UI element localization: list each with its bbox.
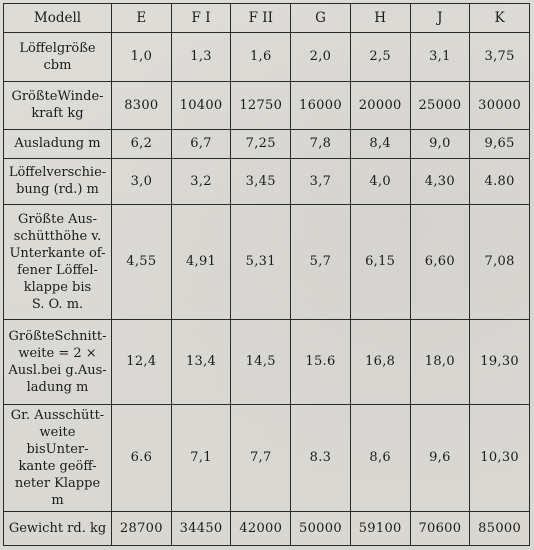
table-cell: 8,6 xyxy=(350,404,410,511)
table-cell: 16,8 xyxy=(350,319,410,404)
table-cell: 9,6 xyxy=(410,404,470,511)
table-cell: 7,7 xyxy=(231,404,291,511)
table-cell: 15.6 xyxy=(291,319,351,404)
table-row xyxy=(4,205,530,319)
header-col-f1: F I xyxy=(171,4,231,33)
row-label: GrößteSchnitt- weite = 2 × Ausl.bei g.Aus- ladung m xyxy=(4,319,112,404)
table-cell: 28700 xyxy=(112,511,172,545)
table-row xyxy=(4,81,530,129)
table-row xyxy=(4,158,530,205)
table-cell: 4,30 xyxy=(410,158,470,205)
table-cell: 6.6 xyxy=(112,404,172,511)
table-cell: 30000 xyxy=(470,81,530,129)
row-label: Größte Aus- schütthöhe v. Unterkante of- fener Löffel- klappe bis S. O. m. xyxy=(4,205,112,319)
table-cell: 2,0 xyxy=(291,33,351,82)
table-cell: 5,7 xyxy=(291,205,351,319)
table-cell: 59100 xyxy=(350,511,410,545)
header-col-j: J xyxy=(410,4,470,33)
table-cell: 18,0 xyxy=(410,319,470,404)
table-cell: 9,0 xyxy=(410,129,470,158)
table-cell: 7,25 xyxy=(231,129,291,158)
table-cell: 7,08 xyxy=(470,205,530,319)
row-label: GrößteWinde- kraft kg xyxy=(4,81,112,129)
excavator-spec-table xyxy=(3,3,530,546)
table-cell: 20000 xyxy=(350,81,410,129)
table-cell: 1,3 xyxy=(171,33,231,82)
table-cell: 25000 xyxy=(410,81,470,129)
table-cell: 3,7 xyxy=(291,158,351,205)
table-row xyxy=(4,319,530,404)
table-row xyxy=(4,129,530,158)
table-cell: 3,0 xyxy=(112,158,172,205)
table-cell: 12750 xyxy=(231,81,291,129)
row-label: Löffelgröße cbm xyxy=(4,33,112,82)
table-cell: 3,75 xyxy=(470,33,530,82)
table-cell: 3,2 xyxy=(171,158,231,205)
table-row xyxy=(4,404,530,511)
table-cell: 1,6 xyxy=(231,33,291,82)
table-cell: 7,8 xyxy=(291,129,351,158)
header-col-e: E xyxy=(112,4,172,33)
table-cell: 9,65 xyxy=(470,129,530,158)
table-cell: 4,91 xyxy=(171,205,231,319)
table-row xyxy=(4,511,530,545)
table-cell: 8.3 xyxy=(291,404,351,511)
header-col-h: H xyxy=(350,4,410,33)
table-cell: 4,55 xyxy=(112,205,172,319)
table-cell: 5,31 xyxy=(231,205,291,319)
table-cell: 3,45 xyxy=(231,158,291,205)
table-cell: 19,30 xyxy=(470,319,530,404)
row-label: Gewicht rd. kg xyxy=(4,511,112,545)
table-cell: 12,4 xyxy=(112,319,172,404)
table-cell: 14,5 xyxy=(231,319,291,404)
table-cell: 6,60 xyxy=(410,205,470,319)
row-label: Ausladung m xyxy=(4,129,112,158)
table-cell: 6,7 xyxy=(171,129,231,158)
table-cell: 34450 xyxy=(171,511,231,545)
header-col-g: G xyxy=(291,4,351,33)
table-cell: 85000 xyxy=(470,511,530,545)
table-cell: 2,5 xyxy=(350,33,410,82)
table-cell: 8,4 xyxy=(350,129,410,158)
table-cell: 7,1 xyxy=(171,404,231,511)
row-label: Löffelverschie- bung (rd.) m xyxy=(4,158,112,205)
table-cell: 16000 xyxy=(291,81,351,129)
table-header-row xyxy=(4,4,530,33)
table-cell: 70600 xyxy=(410,511,470,545)
row-label: Gr. Ausschütt- weite bisUnter- kante geöff- neter Klappe m xyxy=(4,404,112,511)
header-col-k: K xyxy=(470,4,530,33)
table-cell: 8300 xyxy=(112,81,172,129)
table-cell: 1,0 xyxy=(112,33,172,82)
header-model: Modell xyxy=(4,4,112,33)
table-cell: 42000 xyxy=(231,511,291,545)
table-cell: 4.80 xyxy=(470,158,530,205)
table-cell: 4,0 xyxy=(350,158,410,205)
table-cell: 50000 xyxy=(291,511,351,545)
table-cell: 6,2 xyxy=(112,129,172,158)
table-cell: 10400 xyxy=(171,81,231,129)
table-cell: 3,1 xyxy=(410,33,470,82)
table-cell: 6,15 xyxy=(350,205,410,319)
table-cell: 10,30 xyxy=(470,404,530,511)
table-row xyxy=(4,33,530,82)
header-col-f2: F II xyxy=(231,4,291,33)
table-cell: 13,4 xyxy=(171,319,231,404)
